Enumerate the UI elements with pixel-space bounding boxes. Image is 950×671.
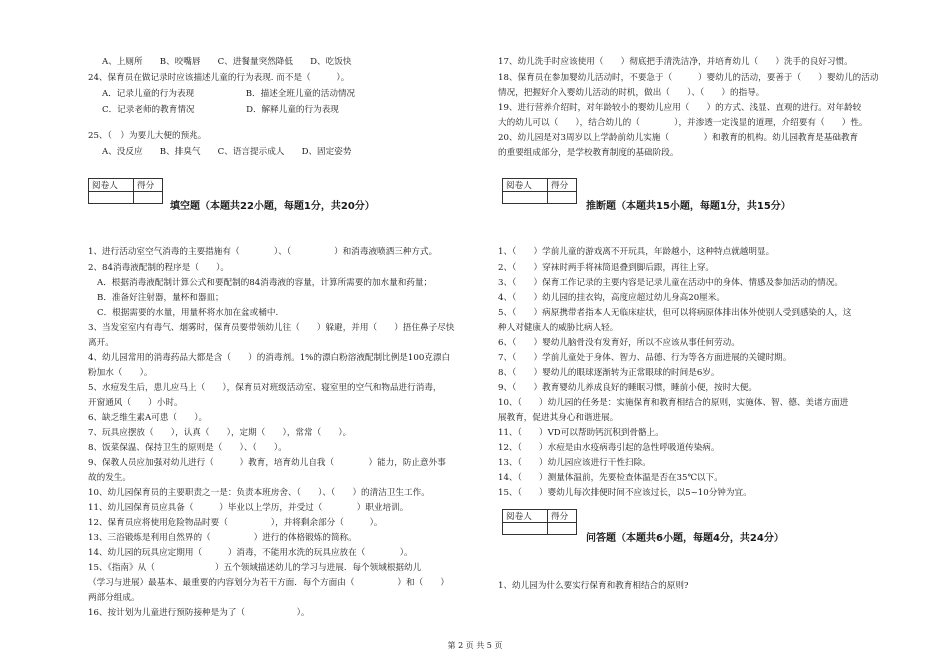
grader-label: 阅卷人 bbox=[503, 179, 548, 192]
judge-item: 7、（ ）学前儿童处于身体、智力、品德、行为等各方面进展的关键时期。 bbox=[498, 353, 792, 363]
question-24: 24、保育员在做记录时应该描述儿童的行为表现. 而不是（ ）。 bbox=[88, 73, 350, 83]
fill-item: 3、当发室室内有毒气、烟雾时，保育员要带领幼儿往（ ）躲避，并用（ ）捂住鼻子尽快 bbox=[88, 323, 455, 333]
fill-item: 9、保教人员应加强对幼儿进行（ ）教育，培育幼儿自我（ ）能力，防止意外事 bbox=[88, 458, 446, 468]
judge-item: 种人对健康人的威胁比病人轻。 bbox=[498, 323, 619, 333]
fill-item: （学习与进展）最基本、最重要的内容划分为若干方面．每个方面由（ ）和（ ） bbox=[88, 578, 449, 588]
judge-item: 1、（ ）学前儿童的游戏离不开玩具，年龄越小，这种特点就越明显。 bbox=[498, 247, 775, 257]
fill-item: 1、进行活动室空气消毒的主要措施有（ ）、（ ）和消毒液喷洒三种方式。 bbox=[88, 247, 438, 257]
score-box bbox=[502, 178, 577, 204]
fill-item: 4、幼儿园常用的消毒药品大都是含（ ）的消毒剂。1%的漂白粉溶液配制比例是100克漂白 bbox=[88, 353, 451, 363]
grader-label: 阅卷人 bbox=[89, 179, 134, 192]
judge-item: 9、（ ）教育婴幼儿养成良好的睡眠习惯，睡前小便，按时大便。 bbox=[498, 383, 757, 393]
right-column bbox=[498, 0, 910, 671]
fill-item: 11、幼儿园保育员应具备（ ）毕业以上学历，并受过（ ）职业培训。 bbox=[88, 503, 409, 513]
fill-item: 12、保育员应将使用危险物品时要（ ），并将剩余部分（ ）。 bbox=[88, 518, 383, 528]
score-cell bbox=[548, 192, 577, 204]
question-17: 17、幼儿洗手时应该使用（ ）彻底把手清洗洁净，并培育幼儿（ ）洗手的良好习惯。 bbox=[498, 57, 853, 67]
grader-label: 阅卷人 bbox=[503, 510, 548, 523]
fill-item: 10、幼儿园保育员的主要职责之一是：负责本班房舍、（ ）、（ ）的清洁卫生工作。 bbox=[88, 488, 430, 498]
option-line: C．记录老师的教育情况 D．解释儿童的行为表现 bbox=[102, 105, 339, 115]
fill-item: 两部分组成。 bbox=[88, 593, 140, 603]
fill-item: 6、缺乏维生素A可患（ ）。 bbox=[88, 413, 208, 423]
score-cell bbox=[548, 523, 577, 535]
question-18-cont: 情况，把握好介入婴幼儿活动的时机，做出（ ）、（ ）的指导。 bbox=[498, 88, 765, 98]
fill-item: A．根据消毒液配制计算公式和要配制的84消毒液的容量，计算所需要的加水量和药量； bbox=[97, 278, 433, 288]
judge-item: 展教育，促进其身心和谐进展。 bbox=[498, 413, 619, 423]
judge-item: 4、（ ）幼儿园的挂衣钩，高度应超过幼儿身高20厘米。 bbox=[498, 293, 725, 303]
question-20-cont: 的重要组成部分，是学校教育制度的基础阶段。 bbox=[498, 148, 679, 158]
section-title-qa: 问答题（本题共6小题，每题4分，共24分） bbox=[586, 533, 784, 544]
question-19-cont: 大的幼儿可以（ ），结合幼儿的（ ），并渗透一定浅显的道理，介绍要有（ ）性。 bbox=[498, 118, 868, 128]
fill-item: B．准备好注射器，量杯和器皿； bbox=[97, 293, 224, 303]
option-line: A、没反应 B、排臭气 C、语言提示成人 D、固定姿势 bbox=[102, 147, 352, 157]
fill-item: 15、《指南》从（ ）五个领域描述幼儿的学习与进展．每个领域根据幼儿 bbox=[88, 563, 422, 573]
judge-item: 10、（ ）幼儿园的任务是：实施保育和教育相结合的原则，实施体、智、德、美诸方面进 bbox=[498, 398, 849, 408]
judge-item: 2、（ ）穿袜时两手将袜筒退叠到脚后跟，再往上穿。 bbox=[498, 263, 715, 273]
qa-item: 1、幼儿园为什么要实行保育和教育相结合的原则? bbox=[498, 581, 689, 591]
judge-item: 11、（ ）VD可以帮助钙沉积到骨骼上。 bbox=[498, 428, 664, 438]
fill-item: 故的发生。 bbox=[88, 473, 131, 483]
question-18: 18、保育员在参加婴幼儿活动时，不要急于（ ）婴幼儿的活动，要善于（ ）婴幼儿的活动 bbox=[498, 73, 879, 83]
fill-item: 16、按计划为儿童进行预防接种是为了（ ）。 bbox=[88, 608, 310, 618]
section-title-fill: 填空题（本题共22小题，每题1分，共20分） bbox=[170, 201, 375, 212]
judge-item: 3、（ ）保育工作记录的主要内容是记录儿童在活动中的身体、情感及参加活动的情况。 bbox=[498, 278, 843, 288]
page-footer: 第 2 页 共 5 页 bbox=[447, 641, 503, 650]
score-box bbox=[502, 509, 577, 535]
option-line: A、上厕所 B、咬嘴唇 C、进餐量突然降低 D、吃饭快 bbox=[102, 57, 352, 67]
judge-item: 15、（ ）婴幼儿每次排便时间不应该过长，以5~10分钟为宜。 bbox=[498, 488, 752, 498]
fill-item: 2、84消毒液配制的程序是（ ）。 bbox=[88, 263, 230, 273]
section-title-judge: 推断题（本题共15小题，每题1分，共15分） bbox=[586, 201, 791, 212]
score-label: 得分 bbox=[548, 510, 577, 523]
question-20: 20、幼儿园是对3周岁以上学龄前幼儿实施（ ）和教育的机构。幼儿园教育是基础教育 bbox=[498, 133, 859, 143]
score-label: 得分 bbox=[134, 179, 163, 192]
judge-item: 13、（ ）幼儿园应该进行干性扫除。 bbox=[498, 458, 651, 468]
fill-item: C．根据需要的水量，用量杯将水加在盆或桶中. bbox=[97, 308, 279, 318]
fill-item: 粉加水（ ）。 bbox=[88, 368, 153, 378]
grader-cell bbox=[503, 523, 548, 535]
question-19: 19、进行营养介绍时，对年龄较小的婴幼儿应用（ ）的方式、浅显、直观的进行。对年龄较 bbox=[498, 103, 862, 113]
fill-item: 8、饭菜保温、保持卫生的原则是（ ）、（ ）。 bbox=[88, 443, 287, 453]
question-25: 25、（ ）为要儿大便的预兆。 bbox=[88, 131, 207, 141]
judge-item: 5、（ ）病原携带者指本人无临床症状，但可以将病原体排出体外使别人受到感染的人，这 bbox=[498, 308, 852, 318]
fill-item: 离开。 bbox=[88, 338, 114, 348]
judge-item: 14、（ ）测量体温前，先要检查体温是否在35℃以下。 bbox=[498, 473, 723, 483]
judge-item: 8、（ ）婴幼儿的眼球逐渐转为正常眼球的时间是6岁。 bbox=[498, 368, 720, 378]
score-label: 得分 bbox=[548, 179, 577, 192]
fill-item: 开窗通风（ ）小时。 bbox=[88, 398, 183, 408]
judge-item: 12、（ ）水痘是由水疫病毒引起的急性呼吸道传染病。 bbox=[498, 443, 720, 453]
fill-item: 13、三浴锻炼是利用自然界的（ ）进行的体格锻炼的简称。 bbox=[88, 533, 357, 543]
fill-item: 7、玩具应摆放（ ），认真（ ），定期（ ），常常（ ）。 bbox=[88, 428, 352, 438]
option-line: A．记录儿童的行为表现 B．描述全班儿童的活动情况 bbox=[102, 89, 356, 99]
score-cell bbox=[134, 192, 163, 204]
fill-item: 14、幼儿园的玩具应定期用（ ）消毒，不能用水洗的玩具应放在（ ）。 bbox=[88, 548, 413, 558]
grader-cell bbox=[503, 192, 548, 204]
judge-item: 6、（ ）婴幼儿脑骨没有发育好，所以不应该从事任何劳动。 bbox=[498, 338, 740, 348]
fill-item: 5、水痘发生后，患儿应马上（ ），保育员对班级活动室、寝室里的空气和物品进行消毒， bbox=[88, 383, 442, 393]
left-column bbox=[88, 0, 498, 671]
score-box bbox=[88, 178, 163, 204]
grader-cell bbox=[89, 192, 134, 204]
